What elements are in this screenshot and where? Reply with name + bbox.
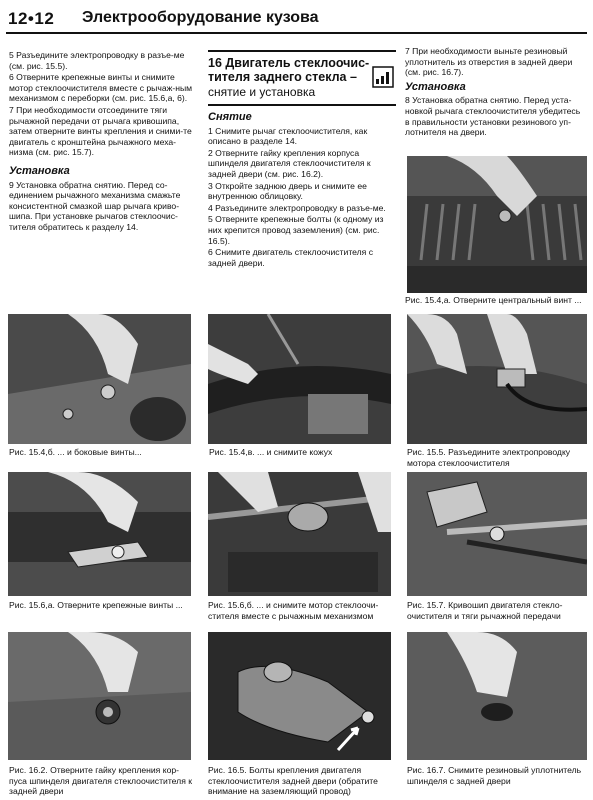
s16-step-8: 8 Установка обратна снятию. Перед уста-новкой рычага стеклоочистителя убедитесь в правильности установки резинового уп-лотнителя на двери. (405, 95, 581, 138)
s16-step-3: 3 Откройте заднюю дверь и снимите ее внутреннюю облицовку. (208, 180, 367, 202)
page-header (0, 0, 593, 34)
difficulty-icon (372, 66, 394, 88)
photo-15-5 (407, 314, 587, 444)
photo-15-4a (407, 156, 587, 293)
photo-15-4c (208, 314, 391, 444)
step-5: 5 Разъедините электропроводку в разъе-ме (см. рис. 15.5). (9, 50, 185, 71)
caption-15-6b: Рис. 15.6,б. ... и снимите мотор стеклоочи-стителя вместе с рычажным механизмом (208, 600, 379, 621)
photo-16-2 (8, 632, 191, 760)
section-title-line-3: снятие и установка (208, 85, 316, 99)
photo-15-6a (8, 472, 191, 596)
photo-16-7 (407, 632, 587, 760)
text-column-2 (208, 50, 396, 269)
s16-step-7: 7 При необходимости выньте резиновый уплотнитель из отверстия в задней двери (см. рис. 16.7). (405, 46, 573, 78)
text-column-1 (9, 50, 199, 234)
caption-15-4a: Рис. 15.4,а. Отверните центральный винт ... (405, 295, 582, 305)
step-7: 7 При необходимости отсоедините тяги рычажной передачи от рычага кривошипа, затем отверните винты крепления и сними-те двигатель с кронштейна рычажного меха-низма (см. рис. 15.7). (9, 104, 192, 158)
text-column-3 (405, 46, 587, 139)
s16-step-1: 1 Снимите рычаг стеклоочистителя, как описано в разделе 14. (208, 125, 368, 147)
photo-15-4b (8, 314, 191, 444)
step-9: 9 Установка обратна снятию. Перед со-единением рычажного механизма смажьте консистентной смазкой шар рычага криво-шипа. При установке рычагов стеклоочис-тителя обратитесь к разделу 14. (9, 179, 181, 232)
s16-step-2: 2 Отверните гайку крепления корпуса шпинделя двигателя стеклоочистителя к задней двери (см. рис. 16.2). (208, 147, 371, 179)
caption-15-4b: Рис. 15.4,б. ... и боковые винты... (9, 447, 142, 457)
section-16-heading (208, 50, 396, 106)
caption-15-7: Рис. 15.7. Кривошип двигателя стекло-очистителя и тяги рычажной передачи (407, 600, 563, 621)
photo-16-5 (208, 632, 391, 760)
caption-15-5: Рис. 15.5. Разъедините электропроводку мотора стеклоочистителя (407, 447, 571, 468)
caption-16-7: Рис. 16.7. Снимите резиновый уплотнитель шпинделя с задней двери (407, 765, 582, 786)
s16-step-4: 4 Разъедините электропроводку в разъе-ме. (208, 202, 386, 213)
install-heading-2: Установка (405, 80, 466, 93)
caption-16-5: Рис. 16.5. Болты крепления двигателя стеклоочистителя задней двери (обратите внимание на заземляющий провод) (208, 765, 378, 797)
photo-15-7 (407, 472, 587, 596)
caption-15-6a: Рис. 15.6,а. Отверните крепежные винты ... (9, 600, 183, 610)
caption-15-4c: Рис. 15.4,в. ... и снимите кожух (209, 447, 333, 457)
s16-step-6: 6 Снимите двигатель стеклоочистителя с задней двери. (208, 247, 374, 268)
install-heading: Установка (9, 164, 70, 177)
section-title-line-2: тителя заднего стекла – (208, 70, 357, 84)
page-title: Электрооборудование кузова (82, 9, 319, 26)
caption-16-2: Рис. 16.2. Отверните гайку крепления кор-пуса шпинделя двигателя стеклоочистителя к задней двери (9, 765, 192, 797)
remove-heading: Снятие (208, 111, 252, 123)
section-title-line-1: 16 Двигатель стеклоочис- (208, 56, 370, 70)
step-6: 6 Отверните крепежные винты и снимите мотор стеклоочистителя вместе с рычаж-ным механизмом с переборки (см. рис. 15.6,а, 6). (9, 72, 193, 104)
photo-15-6b (208, 472, 391, 596)
s16-step-5: 5 Отверните крепежные болты (к одному из них крепится провод заземления) (см. рис. 16.5). (208, 214, 384, 246)
page-number: 12•12 (8, 9, 55, 28)
header-rule (6, 32, 587, 34)
